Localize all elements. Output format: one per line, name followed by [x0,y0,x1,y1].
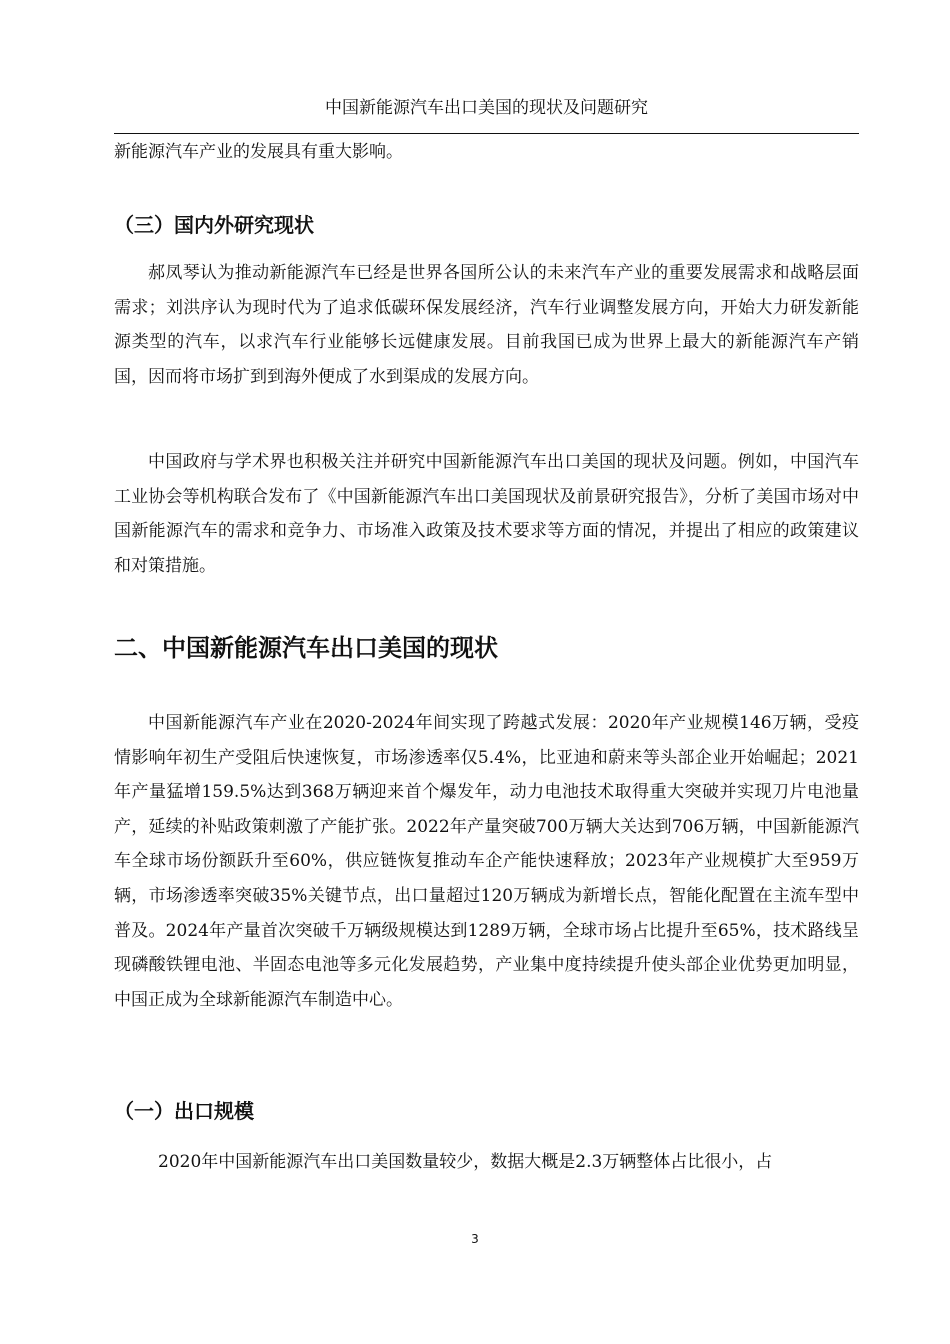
paragraph: 中国政府与学术界也积极关注并研究中国新能源汽车出口美国的现状及问题。例如，中国汽车工业协会等机构联合发布了《中国新能源汽车出口美国现状及前景研究报告》，分析了美国市场对中国新能源汽车的需求和竞争力、市场准入政策及技术要求等方面的情况，并提出了相应的政策建议和对策措施。 [114,452,859,576]
paragraph: 2020年中国新能源汽车出口美国数量较少，数据大概是2.3万辆整体占比很小，占 [158,1152,773,1172]
running-header: 中国新能源汽车出口美国的现状及问题研究 [325,98,648,118]
header-rule [114,133,859,134]
paragraph: 中国新能源汽车产业在2020-2024年间实现了跨越式发展：2020年产业规模146万辆，受疫情影响年初生产受阻后快速恢复，市场渗透率仅5.4%，比亚迪和蔚来等头部企业开始崛起；2021年产量猛增159.5%达到368万辆迎来首个爆发年，动力电池技术取得重大突破并实现刀片电池量产，延续的补贴政策刺激了产能扩张。2022年产量突破700万辆大关达到706万辆，中国新能源汽车全球市场份额跃升至60%，供应链恢复推动车企产能快速释放；2023年产业规模扩大至959万辆，市场渗透率突破35%关键节点，出口量超过120万辆成为新增长点，智能化配置在主流车型中普及。2024年产量首次突破千万辆级规模达到1289万辆，全球市场占比提升至65%，技术路线呈现磷酸铁锂电池、半固态电池等多元化发展趋势，产业集中度持续提升使头部企业优势更加明显，中国正成为全球新能源汽车制造中心。 [114,713,859,1010]
section-heading-research-status: （三）国内外研究现状 [114,213,314,237]
chapter-heading-export-status: 二、中国新能源汽车出口美国的现状 [114,634,498,662]
continuation-paragraph: 新能源汽车产业的发展具有重大影响。 [114,142,403,162]
page-number: 3 [471,1232,479,1246]
paragraph: 郝凤琴认为推动新能源汽车已经是世界各国所公认的未来汽车产业的重要发展需求和战略层面需求；刘洪序认为现时代为了追求低碳环保发展经济，汽车行业调整发展方向，开始大力研发新能源类型的汽车，以求汽车行业能够长远健康发展。目前我国已成为世界上最大的新能源汽车产销国，因而将市场扩到到海外便成了水到渠成的发展方向。 [114,263,859,387]
section-heading-export-scale: （一）出口规模 [114,1099,254,1123]
